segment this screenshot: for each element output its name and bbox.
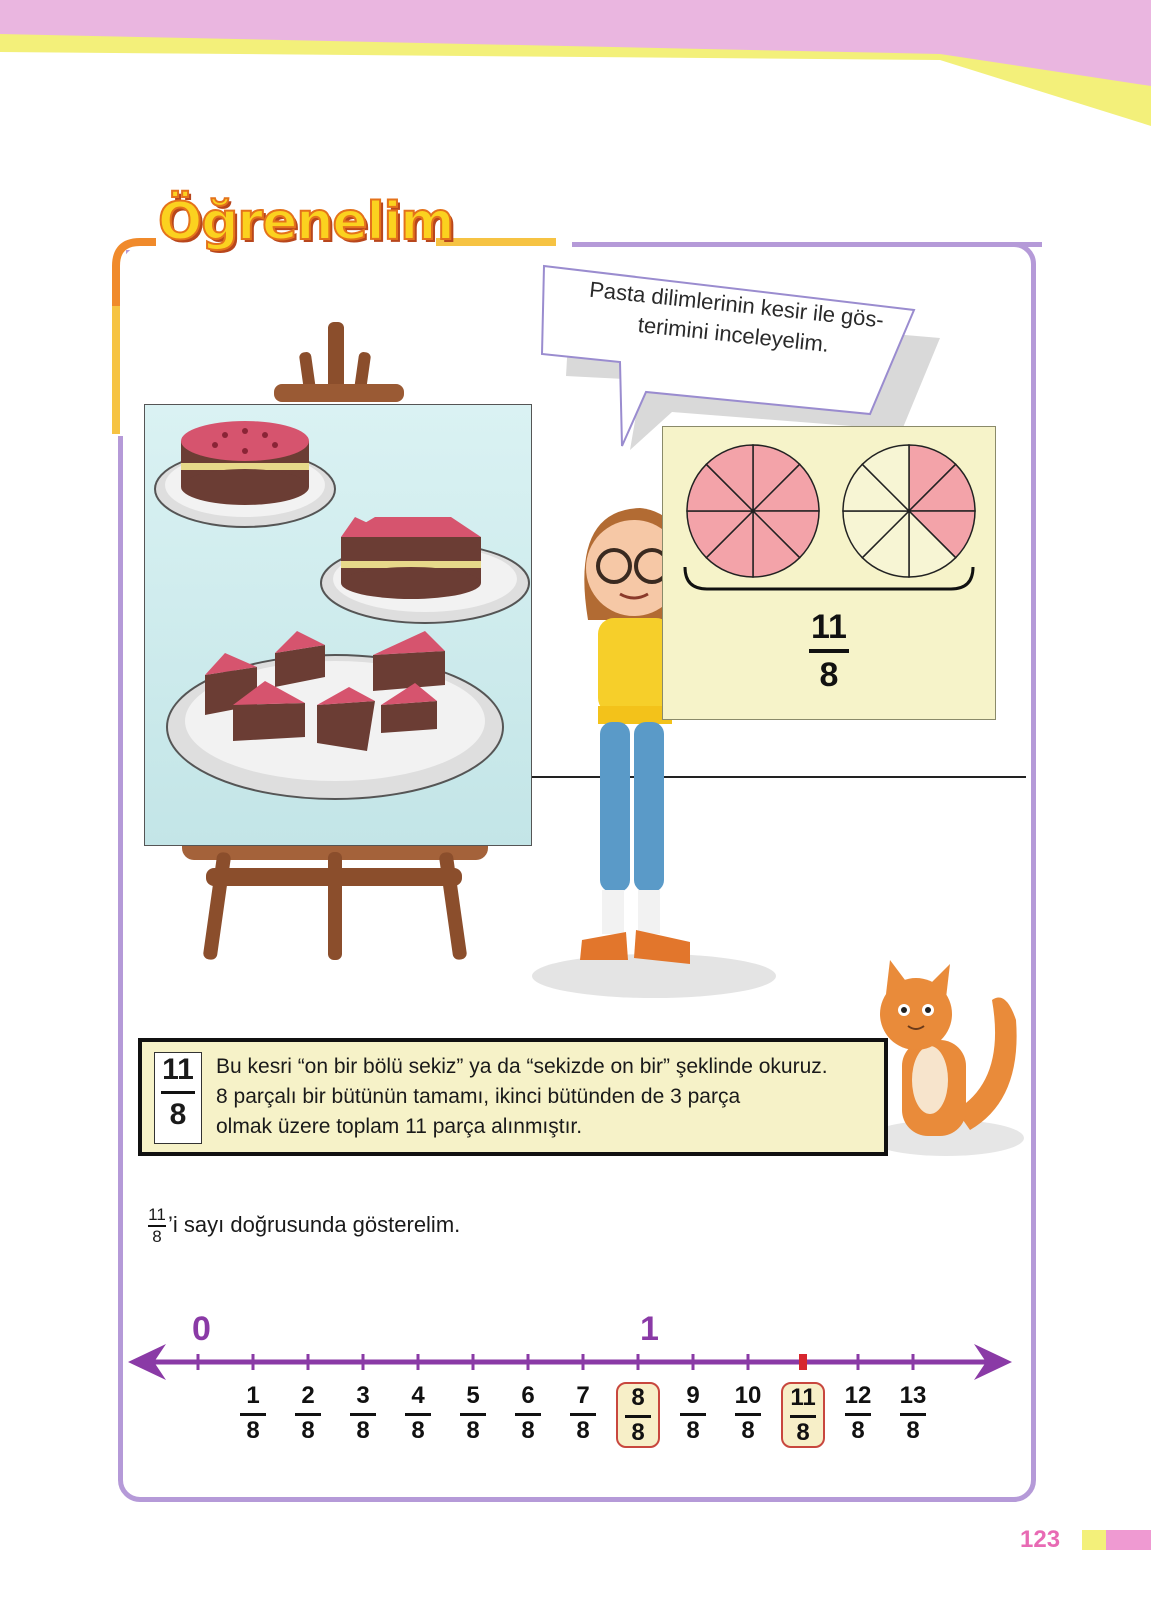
info-box <box>138 1038 888 1156</box>
page-number: 123 <box>1020 1526 1061 1553</box>
number-line-label-12-8 <box>836 1382 880 1448</box>
label-denominator: 8 <box>851 1417 865 1444</box>
number-line-label-2-8 <box>286 1382 330 1448</box>
number-line-label-10-8 <box>726 1382 770 1448</box>
info-text <box>216 1052 886 1142</box>
number-line-label-8-8 <box>616 1382 660 1448</box>
label-numerator: 9 <box>686 1382 700 1409</box>
label-denominator: 8 <box>356 1417 370 1444</box>
label-numerator: 6 <box>521 1382 535 1409</box>
label-denominator: 8 <box>686 1417 700 1444</box>
number-line-tick <box>362 1354 365 1370</box>
cake-board <box>144 404 532 846</box>
number-line-label-13-8 <box>891 1382 935 1448</box>
number-line-one: 1 <box>640 1310 659 1348</box>
number-line-tick <box>417 1354 420 1370</box>
label-denominator: 8 <box>411 1417 425 1444</box>
number-line-zero: 0 <box>192 1310 211 1348</box>
number-line-label-5-8 <box>451 1382 495 1448</box>
number-line-tick <box>747 1354 750 1370</box>
number-line-label-6-8 <box>506 1382 550 1448</box>
cake-plates-illustration <box>145 405 531 845</box>
number-line-tick <box>692 1354 695 1370</box>
label-numerator: 8 <box>631 1384 645 1411</box>
number-line-tick <box>857 1354 860 1370</box>
task-fraction: $\frac{11}{8}$ <box>148 1205 166 1246</box>
number-line-label-3-8 <box>341 1382 385 1448</box>
label-numerator: 2 <box>301 1382 315 1409</box>
card-fraction <box>803 607 855 695</box>
label-numerator: 11 <box>790 1384 816 1411</box>
label-denominator: 8 <box>246 1417 260 1444</box>
task-text: ’i sayı doğrusunda gösterelim. <box>168 1211 461 1237</box>
label-denominator: 8 <box>741 1417 755 1444</box>
number-line-label-7-8 <box>561 1382 605 1448</box>
number-line-label-11-8 <box>781 1382 825 1448</box>
number-line-tick <box>197 1354 200 1370</box>
label-numerator: 13 <box>899 1382 927 1409</box>
number-line-label-4-8 <box>396 1382 440 1448</box>
label-denominator: 8 <box>796 1419 810 1446</box>
fraction-circles <box>663 427 995 607</box>
number-line-tick <box>912 1354 915 1370</box>
info-fraction-numerator: 11 <box>162 1053 194 1086</box>
speech-bubble-text: Pasta dilimlerinin kesir ile gös-terimini inceleyelim. <box>588 276 886 357</box>
label-denominator: 8 <box>906 1417 920 1444</box>
number-line-label-1-8 <box>231 1382 275 1448</box>
label-denominator: 8 <box>301 1417 315 1444</box>
task-instruction <box>148 1206 460 1246</box>
info-line-2: 8 parçalı bir bütünün tamamı, ikinci bütünden de 3 parça <box>216 1085 741 1108</box>
label-denominator: 8 <box>466 1417 480 1444</box>
section-heading: Öğrenelim <box>158 192 454 252</box>
label-denominator: 8 <box>576 1417 590 1444</box>
info-line-1: Bu kesri “on bir bölü sekiz” ya da “sekizde on bir” şeklinde okuruz. <box>216 1055 828 1078</box>
number-line-tick <box>637 1354 640 1370</box>
info-line-3: olmak üzere toplam 11 parça alınmıştır. <box>216 1115 583 1138</box>
top-decorative-band <box>0 0 1151 140</box>
number-line-tick <box>472 1354 475 1370</box>
card-fraction-numerator: 11 <box>811 608 847 646</box>
info-fraction <box>154 1052 202 1144</box>
number-line-label-9-8 <box>671 1382 715 1448</box>
number-line-tick <box>252 1354 255 1370</box>
label-denominator: 8 <box>631 1419 645 1446</box>
label-numerator: 7 <box>576 1382 590 1409</box>
number-line-tick <box>307 1354 310 1370</box>
label-numerator: 4 <box>411 1382 425 1409</box>
label-denominator: 8 <box>521 1417 535 1444</box>
label-numerator: 12 <box>844 1382 872 1409</box>
number-line-tick <box>527 1354 530 1370</box>
fraction-card <box>662 426 996 720</box>
number-line-tick <box>799 1354 807 1370</box>
label-numerator: 1 <box>246 1382 260 1409</box>
label-numerator: 5 <box>466 1382 480 1409</box>
number-line-tick <box>582 1354 585 1370</box>
card-fraction-denominator: 8 <box>819 656 839 694</box>
label-numerator: 10 <box>734 1382 762 1409</box>
label-numerator: 3 <box>356 1382 370 1409</box>
info-fraction-denominator: 8 <box>169 1098 187 1131</box>
